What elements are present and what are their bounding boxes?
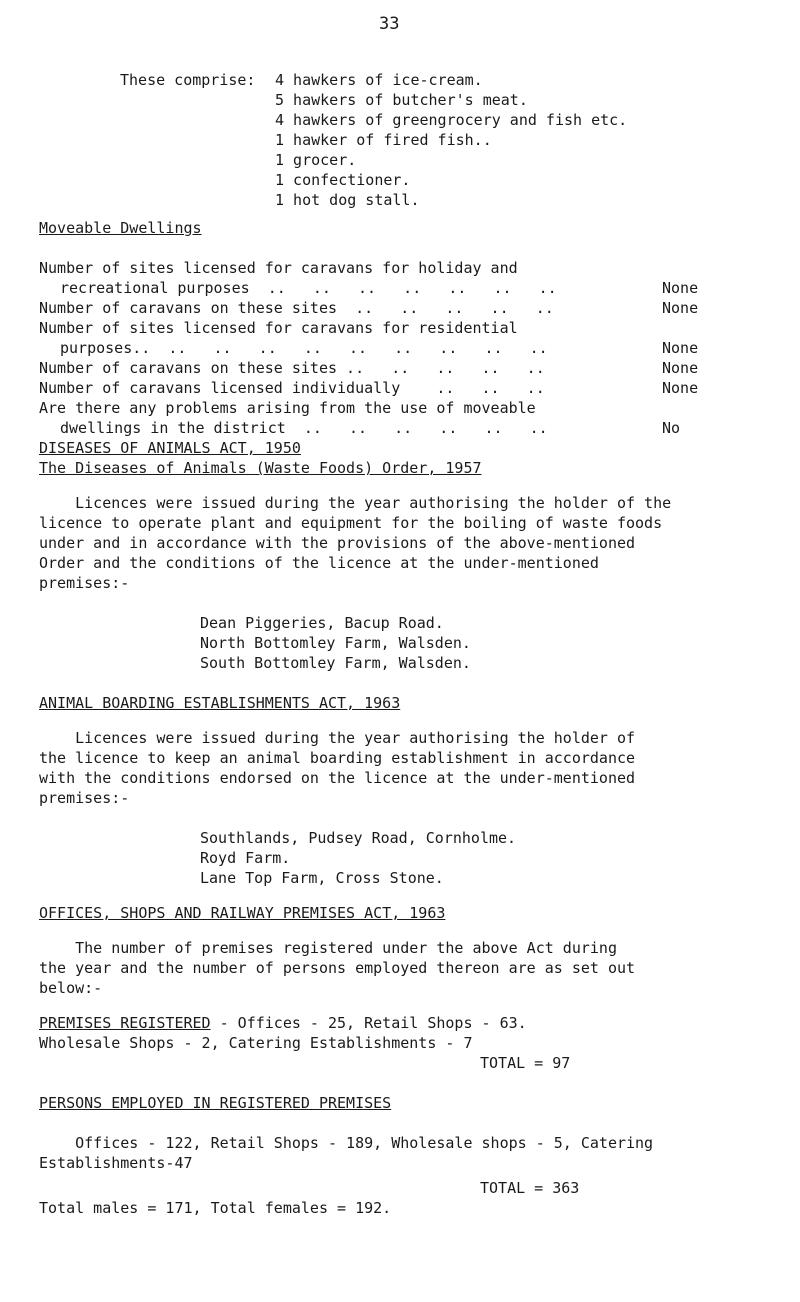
row-label: Number of caravans licensed individually .. .. .. — [39, 379, 545, 397]
row-value: None — [662, 299, 699, 317]
moveable-dwellings-table — [39, 258, 749, 438]
section-heading-animal-boarding: ANIMAL BOARDING ESTABLISHMENTS ACT, 1963 — [39, 694, 401, 712]
offices-paragraph — [39, 938, 635, 998]
comprise-label: These comprise: — [120, 71, 256, 89]
table-row — [39, 258, 749, 278]
list-item: 5 hawkers of butcher's meat. — [275, 91, 528, 109]
piggeries-premises-list — [200, 613, 471, 673]
persons-employed-block — [39, 1133, 653, 1173]
males-females-totals: Total males = 171, Total females = 192. — [39, 1199, 392, 1217]
row-value: None — [662, 279, 699, 297]
persons-employed-total: TOTAL = 363 — [480, 1179, 580, 1197]
table-row — [39, 278, 749, 298]
paragraph-line: Offices - 122, Retail Shops - 189, Wholesale shops - 5, Catering — [39, 1134, 654, 1152]
page-number: 33 — [379, 14, 400, 34]
premises-registered-counts: - Offices - 25, Retail Shops - 63. — [210, 1014, 527, 1032]
row-label: dwellings in the district .. .. .. .. .. .. — [60, 419, 548, 437]
row-value: None — [662, 339, 699, 357]
list-item: 4 hawkers of ice-cream. — [275, 71, 483, 89]
section-heading-moveable-dwellings: Moveable Dwellings — [39, 219, 202, 237]
paragraph-line: the year and the number of persons employed thereon are as set out — [39, 959, 636, 977]
list-item: 1 hawker of fired fish.. — [275, 131, 492, 149]
table-row — [39, 318, 749, 338]
list-item: 1 confectioner. — [275, 171, 411, 189]
paragraph-line: Licences were issued during the year authorising the holder of the — [39, 494, 672, 512]
row-label: Number of caravans on these sites .. .. .. .. .. — [39, 359, 545, 377]
list-item: Royd Farm. — [200, 849, 291, 867]
table-row — [39, 338, 749, 358]
table-row — [39, 358, 749, 378]
list-item: 4 hawkers of greengrocery and fish etc. — [275, 111, 628, 129]
paragraph-line: below:- — [39, 979, 103, 997]
paragraph-line: premises:- — [39, 574, 130, 592]
paragraph-line: the licence to keep an animal boarding establishment in accordance — [39, 749, 636, 767]
row-value: None — [662, 359, 699, 377]
list-item: Lane Top Farm, Cross Stone. — [200, 869, 444, 887]
row-value: None — [662, 379, 699, 397]
row-label: purposes.. .. .. .. .. .. .. .. .. .. — [60, 339, 548, 357]
paragraph-line: Establishments-47 — [39, 1154, 193, 1172]
paragraph-line: The number of premises registered under the above Act during — [39, 939, 617, 957]
section-heading-offices-shops: OFFICES, SHOPS AND RAILWAY PREMISES ACT, 1963 — [39, 904, 446, 922]
row-label: Number of sites licensed for caravans for holiday and — [39, 259, 518, 277]
persons-employed-heading: PERSONS EMPLOYED IN REGISTERED PREMISES — [39, 1094, 392, 1112]
premises-registered-heading: PREMISES REGISTERED — [39, 1014, 211, 1032]
paragraph-line: Licences were issued during the year authorising the holder of — [39, 729, 636, 747]
row-label: Are there any problems arising from the use of moveable — [39, 399, 536, 417]
list-item: Dean Piggeries, Bacup Road. — [200, 614, 444, 632]
list-item: 1 hot dog stall. — [275, 191, 420, 209]
table-row — [39, 418, 749, 438]
section-heading-diseases-of-animals: DISEASES OF ANIMALS ACT, 1950 — [39, 439, 301, 457]
paragraph-line: premises:- — [39, 789, 130, 807]
premises-registered-block — [39, 1013, 527, 1053]
row-label: recreational purposes .. .. .. .. .. .. .. — [60, 279, 557, 297]
paragraph-line: with the conditions endorsed on the licence at the under-mentioned — [39, 769, 636, 787]
boarding-premises-list — [200, 828, 516, 888]
row-value: No — [662, 419, 681, 437]
diseases-paragraph — [39, 493, 671, 593]
list-item: 1 grocer. — [275, 151, 357, 169]
premises-registered-counts-2: Wholesale Shops - 2, Catering Establishments - 7 — [39, 1034, 473, 1052]
table-row — [39, 298, 749, 318]
list-item: North Bottomley Farm, Walsden. — [200, 634, 471, 652]
list-item: Southlands, Pudsey Road, Cornholme. — [200, 829, 517, 847]
animal-boarding-paragraph — [39, 728, 635, 808]
row-label: Number of sites licensed for caravans for residential — [39, 319, 518, 337]
table-row — [39, 398, 749, 418]
premises-registered-total: TOTAL = 97 — [480, 1054, 571, 1072]
paragraph-line: licence to operate plant and equipment for the boiling of waste foods — [39, 514, 663, 532]
list-item: South Bottomley Farm, Walsden. — [200, 654, 471, 672]
paragraph-line: under and in accordance with the provisions of the above-mentioned — [39, 534, 636, 552]
comprise-list — [275, 70, 627, 210]
row-label: Number of caravans on these sites .. .. .. .. .. — [39, 299, 554, 317]
table-row — [39, 378, 749, 398]
subheading-waste-foods-order: The Diseases of Animals (Waste Foods) Order, 1957 — [39, 459, 482, 477]
paragraph-line: Order and the conditions of the licence at the under-mentioned — [39, 554, 599, 572]
